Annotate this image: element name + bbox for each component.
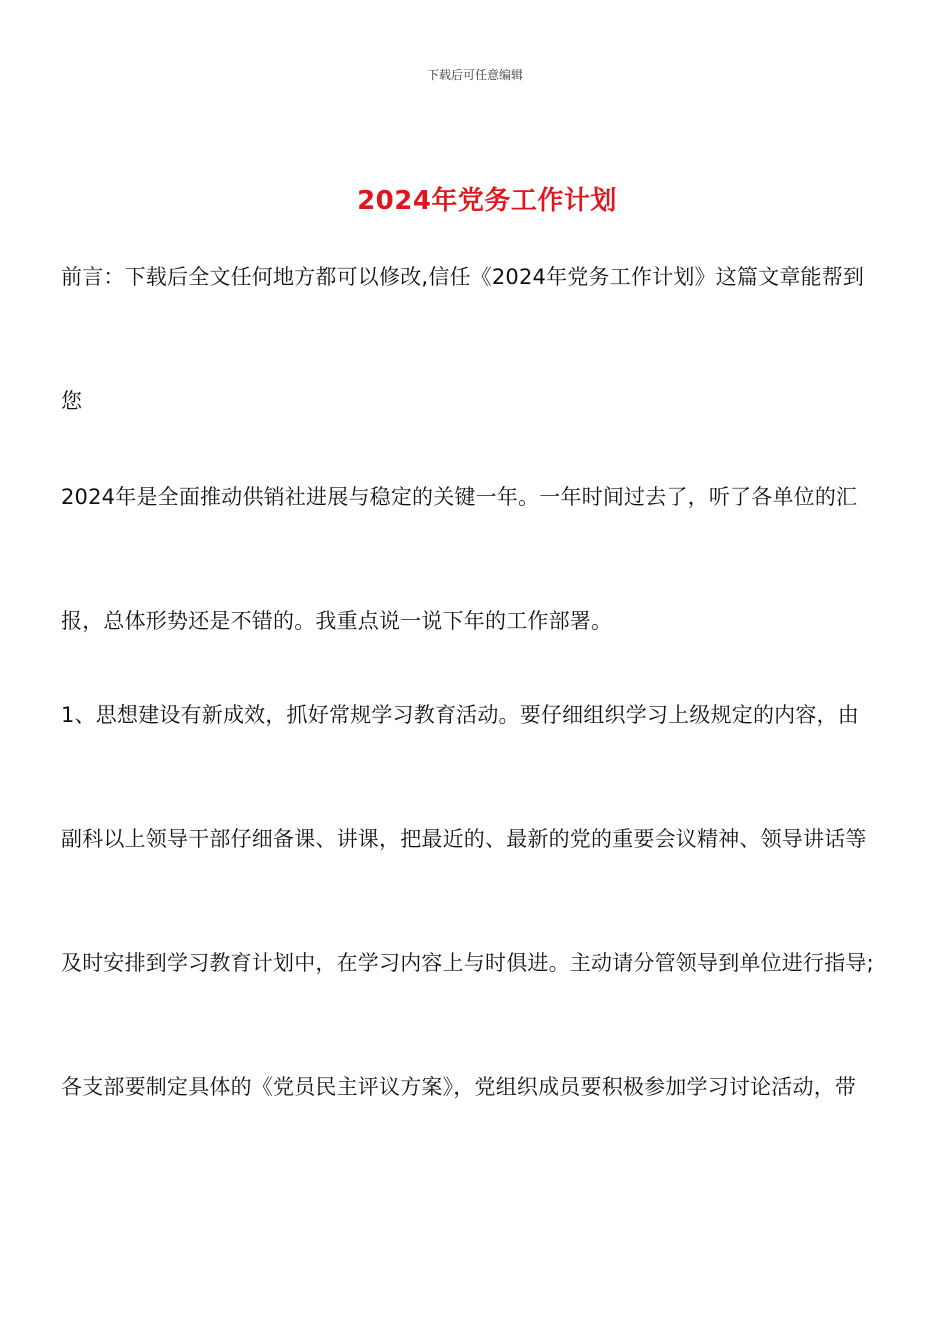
paragraph-line-1: 2024年是全面推动供销社进展与稳定的关键一年。一年时间过去了，听了各单位的汇 [61, 485, 858, 509]
preface-line-2: 您 [61, 389, 83, 413]
preface-line-1: 前言：下载后全文任何地方都可以修改,信任《2024年党务工作计划》这篇文章能帮到 [61, 265, 865, 289]
paragraph-line-6: 各支部要制定具体的《党员民主评议方案》，党组织成员要积极参加学习讨论活动，带 [61, 1075, 857, 1099]
document-title: 2024年党务工作计划 [357, 186, 617, 216]
paragraph-line-3: 1、思想建设有新成效，抓好常规学习教育活动。要仔细组织学习上级规定的内容，由 [61, 703, 859, 727]
header-note: 下载后可任意编辑 [426, 68, 523, 82]
paragraph-line-5: 及时安排到学习教育计划中，在学习内容上与时俱进。主动请分管领导到单位进行指导; [61, 951, 874, 975]
paragraph-line-4: 副科以上领导干部仔细备课、讲课，把最近的、最新的党的重要会议精神、领导讲话等 [61, 827, 867, 851]
paragraph-line-2: 报，总体形势还是不错的。我重点说一说下年的工作部署。 [61, 609, 613, 633]
